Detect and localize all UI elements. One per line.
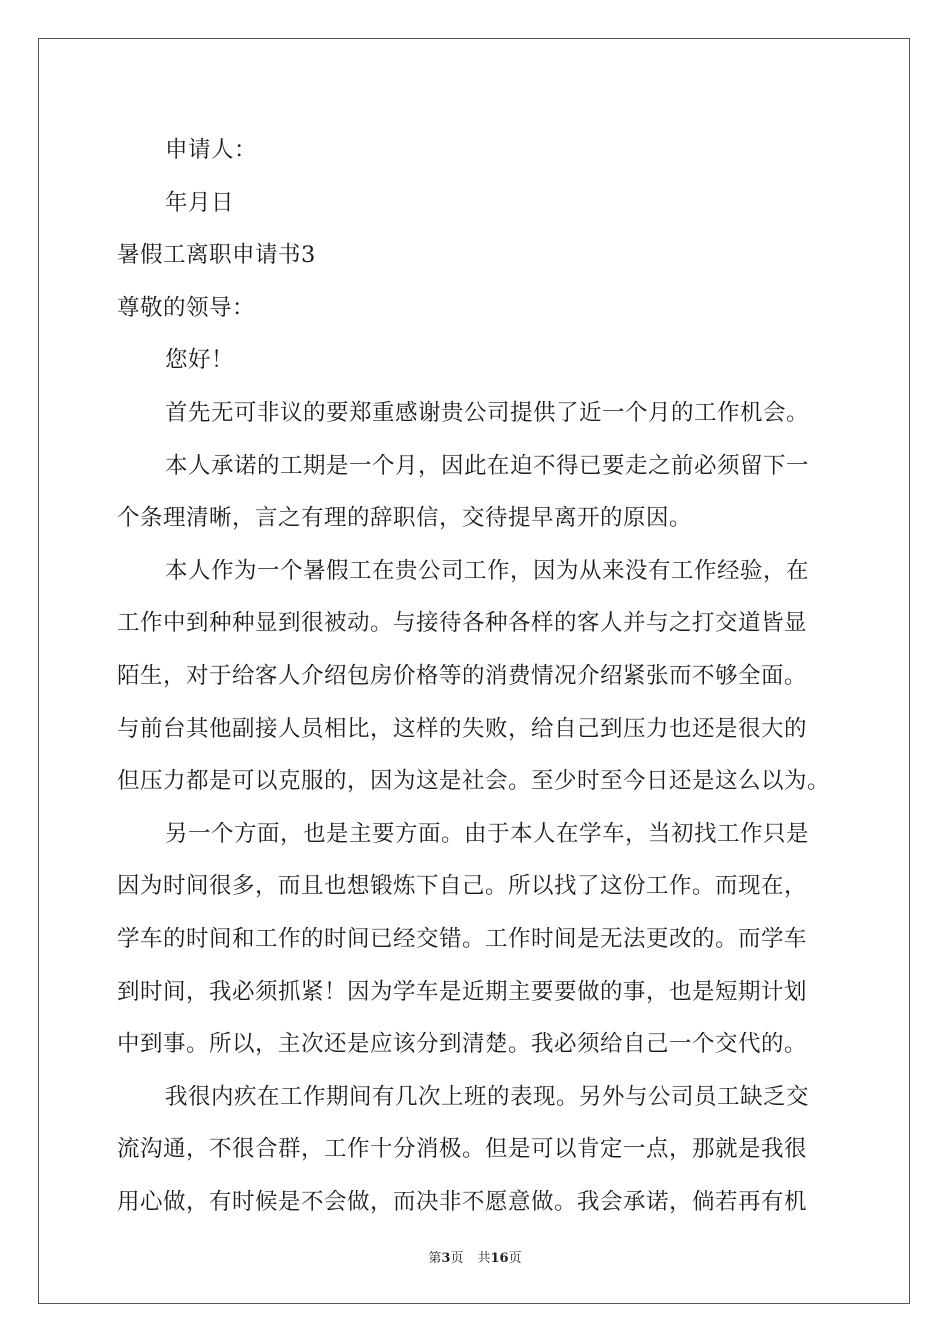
text-line: 工作中到种种显到很被动。与接待各种各样的客人并与之打交道皆显 bbox=[117, 610, 808, 637]
document-heading: 暑假工离职申请书3 bbox=[117, 242, 316, 269]
document-body bbox=[117, 130, 837, 1234]
total-prefix: 共 bbox=[477, 1251, 491, 1266]
text-line: 流沟通，不很合群，工作十分消极。但是可以肯定一点，那就是我很 bbox=[117, 1136, 808, 1163]
text-line: 本人作为一个暑假工在贵公司工作，因为从来没有工作经验，在 bbox=[165, 557, 810, 584]
text-line: 因为时间很多，而且也想锻炼下自己。所以找了这份工作。而现在， bbox=[117, 873, 808, 900]
text-line: 年月日 bbox=[165, 189, 235, 216]
text-line: 我很内疚在工作期间有几次上班的表现。另外与公司员工缺乏交 bbox=[165, 1083, 810, 1110]
page-number: 3 bbox=[441, 1251, 451, 1266]
text-line: 与前台其他副接人员相比，这样的失败，给自己到压力也还是很大的 bbox=[117, 715, 808, 742]
page-footer bbox=[0, 1247, 950, 1266]
text-line: 申请人： bbox=[165, 137, 258, 163]
text-line: 首先无可非议的要郑重感谢贵公司提供了近一个月的工作机会。 bbox=[165, 399, 810, 426]
page-prefix: 第 bbox=[428, 1251, 442, 1266]
salutation: 尊敬的领导： bbox=[117, 294, 256, 321]
total-suffix: 页 bbox=[508, 1251, 522, 1266]
text-line: 但压力都是可以克服的，因为这是社会。至少时至今日还是这么以为。 bbox=[117, 768, 831, 795]
text-line: 到时间，我必须抓紧！因为学车是近期主要要做的事，也是短期计划 bbox=[117, 978, 808, 1005]
text-line: 本人承诺的工期是一个月，因此在迫不得已要走之前必须留下一 bbox=[165, 452, 810, 479]
text-line: 陌生，对于给客人介绍包房价格等的消费情况介绍紧张而不够全面。 bbox=[117, 662, 808, 689]
page-suffix: 页 bbox=[450, 1251, 464, 1266]
text-line: 用心做，有时候是不会做，而决非不愿意做。我会承诺，倘若再有机 bbox=[117, 1188, 808, 1215]
total-pages: 16 bbox=[490, 1251, 509, 1266]
text-line: 个条理清晰，言之有理的辞职信，交待提早离开的原因。 bbox=[117, 505, 693, 532]
text-line: 另一个方面，也是主要方面。由于本人在学车，当初找工作只是 bbox=[165, 820, 810, 847]
greeting: 您好！ bbox=[165, 347, 235, 374]
text-line: 中到事。所以，主次还是应该分到清楚。我必须给自己一个交代的。 bbox=[117, 1031, 808, 1058]
text-line: 学车的时间和工作的时间已经交错。工作时间是无法更改的。而学车 bbox=[117, 925, 808, 952]
